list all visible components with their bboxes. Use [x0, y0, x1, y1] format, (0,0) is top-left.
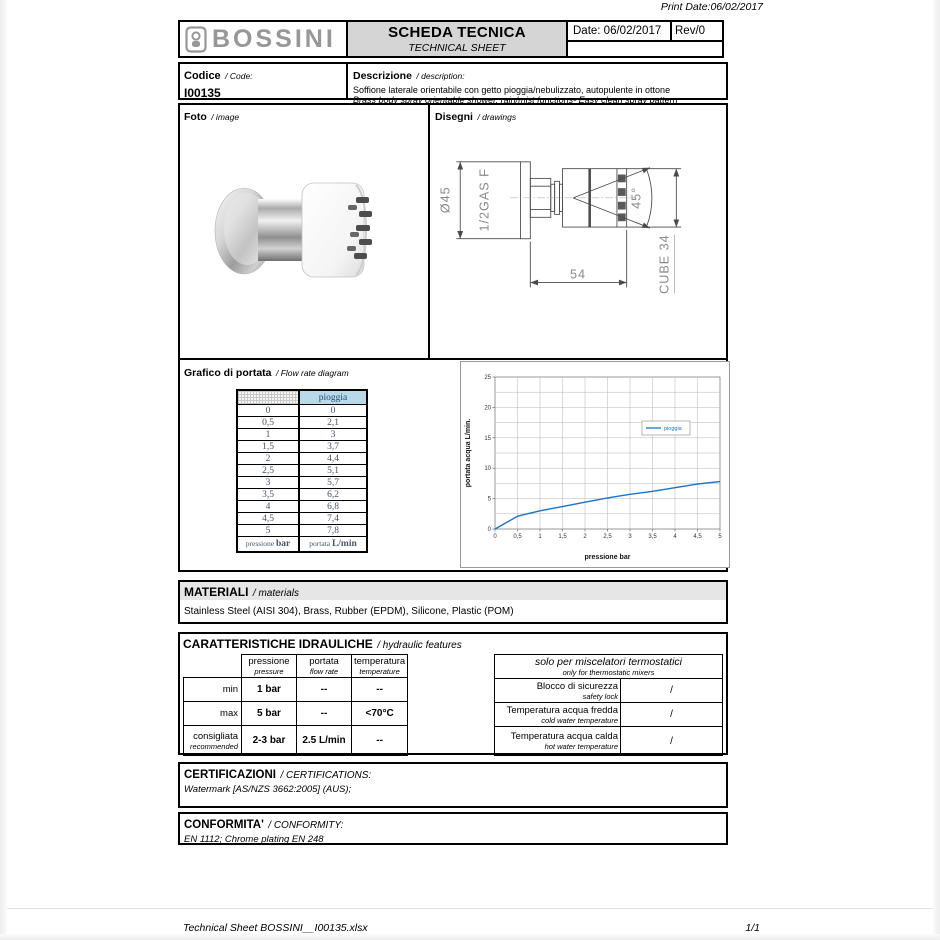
- bossini-logo: [178, 20, 348, 58]
- row-hot-water: [495, 727, 723, 756]
- page-edge-bottom: [0, 934, 940, 940]
- flow-row: [237, 501, 367, 513]
- flow-cell-pressure: 4,5: [237, 513, 299, 525]
- certifications-content: Watermark [AS/NZS 3662:2005] (AUS);: [184, 784, 352, 795]
- photo-cell: [178, 103, 430, 360]
- svg-text:3,5: 3,5: [648, 534, 657, 540]
- max-temperature: <70°C: [352, 701, 408, 725]
- row-min-label: min: [184, 678, 242, 701]
- date-rev-empty-cell: [566, 42, 724, 58]
- date-rev-row: [566, 20, 724, 42]
- footer-page-number: 1/1: [745, 922, 760, 934]
- flow-cell-pressure: 1: [237, 429, 299, 441]
- code-cell: [178, 62, 348, 100]
- thermostatic-header: solo per miscelatori termostatici only for thermostatic mixers: [495, 655, 723, 679]
- row-min: [184, 678, 408, 701]
- row-cold-water: [495, 703, 723, 727]
- flow-cell-pressure: 2: [237, 453, 299, 465]
- drawing-label-en: / drawings: [477, 112, 517, 122]
- flow-cell-rain: 7,8: [299, 525, 367, 537]
- flow-table-footer-row: [237, 537, 367, 553]
- logo-text: BOSSINI: [212, 24, 336, 53]
- conformity-section: [178, 812, 728, 845]
- page-edge-left: [0, 0, 7, 940]
- footer: [183, 922, 760, 934]
- min-flowrate: --: [297, 678, 352, 701]
- min-pressure: 1 bar: [242, 678, 297, 701]
- description-label-en: / description:: [416, 71, 465, 81]
- hydraulic-corner-cell: [184, 655, 242, 678]
- svg-text:3: 3: [628, 534, 632, 540]
- certifications-section: [178, 762, 728, 808]
- row-safety-lock: [495, 679, 723, 703]
- photo-label-it: Foto: [184, 111, 207, 123]
- hydraulic-header: [183, 635, 723, 653]
- hydraulic-label-en: / hydraulic features: [377, 640, 462, 651]
- flow-cell-rain: 2,1: [299, 417, 367, 429]
- flow-footer-pressure: pressione bar: [237, 537, 299, 553]
- print-date: Print Date:06/02/2017: [660, 1, 763, 13]
- flow-table-header-row: [237, 390, 367, 405]
- product-code: I00135: [184, 86, 221, 100]
- safety-lock-label: Blocco di sicurezza safety lock: [495, 679, 621, 703]
- flow-cell-pressure: 0: [237, 405, 299, 417]
- flow-cell-pressure: 3,5: [237, 489, 299, 501]
- technical-drawing: [432, 147, 724, 312]
- cold-water-value: /: [621, 703, 723, 727]
- flow-row: [237, 525, 367, 537]
- photo-drawing-row: [178, 103, 728, 360]
- flow-cell-pressure: 3: [237, 477, 299, 489]
- svg-text:0: 0: [487, 527, 491, 533]
- flow-cell-rain: 5,1: [299, 465, 367, 477]
- materials-header: [180, 582, 726, 600]
- hydraulic-left-header-row: [184, 655, 408, 678]
- dim-diameter: Ø45: [438, 186, 453, 214]
- flow-row: [237, 441, 367, 453]
- flow-cell-rain: 5,7: [299, 477, 367, 489]
- thermostatic-header-row: [495, 655, 723, 679]
- hydraulic-right-table: [494, 654, 723, 756]
- flow-cell-rain: 3,7: [299, 441, 367, 453]
- code-label-it: Codice: [184, 70, 221, 82]
- row-max: [184, 701, 408, 725]
- bossini-logo-icon: [185, 26, 207, 53]
- svg-text:4: 4: [673, 534, 677, 540]
- drawing-label-it: Disegni: [435, 111, 473, 123]
- safety-lock-value: /: [621, 679, 723, 703]
- hydraulic-label-it: CARATTERISTICHE IDRAULICHE: [183, 637, 373, 651]
- technical-sheet-document: [178, 20, 728, 845]
- flow-cell-pressure: 1,5: [237, 441, 299, 453]
- row-recommended-label: consigliata recommended: [184, 726, 242, 756]
- page-edge-right: [933, 0, 940, 940]
- svg-text:10: 10: [484, 466, 491, 473]
- materials-section: [178, 580, 728, 624]
- flow-footer-flowrate: portata L/min: [299, 537, 367, 553]
- flow-row: [237, 465, 367, 477]
- dim-cube: CUBE 34: [657, 234, 672, 294]
- flow-label-en: / Flow rate diagram: [275, 368, 349, 378]
- svg-text:pressione bar: pressione bar: [584, 554, 631, 561]
- description-label-it: Descrizione: [353, 70, 412, 82]
- hot-water-label: Temperatura acqua calda hot water temperature: [495, 727, 621, 756]
- svg-text:4,5: 4,5: [693, 534, 702, 540]
- conformity-content: EN 1112; Chrome plating EN 248: [184, 834, 324, 845]
- flow-header-pioggia: pioggia: [299, 390, 367, 405]
- rec-temperature: --: [352, 726, 408, 756]
- max-flowrate: --: [297, 701, 352, 725]
- materials-label-en: / materials: [252, 588, 300, 599]
- flow-chart-box: [460, 361, 730, 568]
- flow-header-empty-cell: [237, 390, 299, 405]
- svg-text:25: 25: [484, 375, 491, 381]
- code-label-en: / Code:: [225, 71, 253, 81]
- dim-length: 54: [569, 267, 587, 282]
- row-max-label: max: [184, 701, 242, 725]
- svg-text:pioggia: pioggia: [664, 426, 682, 432]
- flow-cell-pressure: 5: [237, 525, 299, 537]
- hydraulic-left-table: [183, 654, 408, 756]
- svg-text:20: 20: [484, 405, 491, 412]
- flow-rate-section: [178, 358, 728, 572]
- dim-thread: 1/2GAS F: [477, 168, 492, 232]
- svg-text:1,5: 1,5: [558, 534, 567, 540]
- date-rev-block: [566, 20, 724, 58]
- svg-text:1: 1: [538, 534, 542, 540]
- svg-text:0: 0: [493, 534, 497, 540]
- date-value: Date: 06/02/2017: [566, 20, 672, 42]
- flow-cell-rain: 4,4: [299, 453, 367, 465]
- hot-water-value: /: [621, 727, 723, 756]
- sheet-title: SCHEDA TECNICA: [388, 24, 526, 41]
- product-photo: [198, 153, 408, 323]
- flow-rate-table: [236, 389, 368, 553]
- flow-cell-rain: 6,2: [299, 489, 367, 501]
- rec-pressure: 2-3 bar: [242, 726, 297, 756]
- footer-filename: Technical Sheet BOSSINI__I00135.xlsx: [183, 922, 368, 934]
- description-cell: [346, 62, 728, 105]
- flow-chart-svg: [461, 362, 729, 567]
- svg-text:5: 5: [718, 534, 722, 540]
- svg-text:0,5: 0,5: [513, 534, 522, 540]
- materials-label-it: MATERIALI: [184, 585, 249, 599]
- col-header-pressure: pressione pressure: [242, 655, 297, 678]
- flow-row: [237, 405, 367, 417]
- flow-cell-rain: 7,4: [299, 513, 367, 525]
- flow-cell-pressure: 4: [237, 501, 299, 513]
- certifications-label-en: / CERTIFICATIONS:: [280, 770, 372, 781]
- header-row: [178, 20, 728, 58]
- footer-rule: [0, 908, 940, 909]
- materials-content: Stainless Steel (AISI 304), Brass, Rubber (EPDM), Silicone, Plastic (POM): [184, 606, 514, 617]
- rev-value: Rev/0: [670, 20, 724, 42]
- drawing-cell: [428, 103, 728, 360]
- svg-text:5: 5: [487, 496, 491, 503]
- flow-row: [237, 513, 367, 525]
- col-header-temperature: temperatura temperature: [352, 655, 408, 678]
- svg-text:portata acqua L/min.: portata acqua L/min.: [465, 418, 472, 488]
- flow-cell-rain: 3: [299, 429, 367, 441]
- flow-row: [237, 429, 367, 441]
- col-header-flowrate: portata flow rate: [297, 655, 352, 678]
- code-description-row: [178, 62, 728, 105]
- flow-cell-pressure: 0,5: [237, 417, 299, 429]
- flow-cell-pressure: 2,5: [237, 465, 299, 477]
- photo-label-en: / image: [211, 112, 240, 122]
- sheet-subtitle: TECHNICAL SHEET: [408, 42, 506, 54]
- hydraulic-section: [178, 632, 728, 755]
- certifications-label-it: CERTIFICAZIONI: [184, 769, 276, 781]
- rec-flowrate: 2.5 L/min: [297, 726, 352, 756]
- flow-table-body: [237, 405, 367, 537]
- conformity-label-en: / CONFORMITY:: [268, 820, 344, 831]
- flow-row: [237, 489, 367, 501]
- cold-water-label: Temperatura acqua fredda cold water temperature: [495, 703, 621, 727]
- max-pressure: 5 bar: [242, 701, 297, 725]
- conformity-label-it: CONFORMITA': [184, 819, 264, 831]
- dim-angle: 45°: [629, 186, 644, 209]
- flow-label-it: Grafico di portata: [184, 367, 272, 379]
- hydraulic-tables: [183, 654, 723, 756]
- flow-row: [237, 453, 367, 465]
- flow-cell-rain: 6,8: [299, 501, 367, 513]
- svg-text:15: 15: [484, 435, 491, 442]
- flow-cell-rain: 0: [299, 405, 367, 417]
- description-english: Brass body spray orientable shower, rain/mist functions- Easy clean spray pattern: [353, 95, 678, 105]
- min-temperature: --: [352, 678, 408, 701]
- flow-row: [237, 417, 367, 429]
- svg-text:2: 2: [583, 534, 587, 540]
- flow-row: [237, 477, 367, 489]
- description-italian: Soffione laterale orientabile con getto pioggia/nebulizzato, autopulente in ottone: [353, 85, 671, 95]
- svg-text:2,5: 2,5: [603, 534, 612, 540]
- row-recommended: [184, 726, 408, 756]
- sheet-title-block: [346, 20, 568, 58]
